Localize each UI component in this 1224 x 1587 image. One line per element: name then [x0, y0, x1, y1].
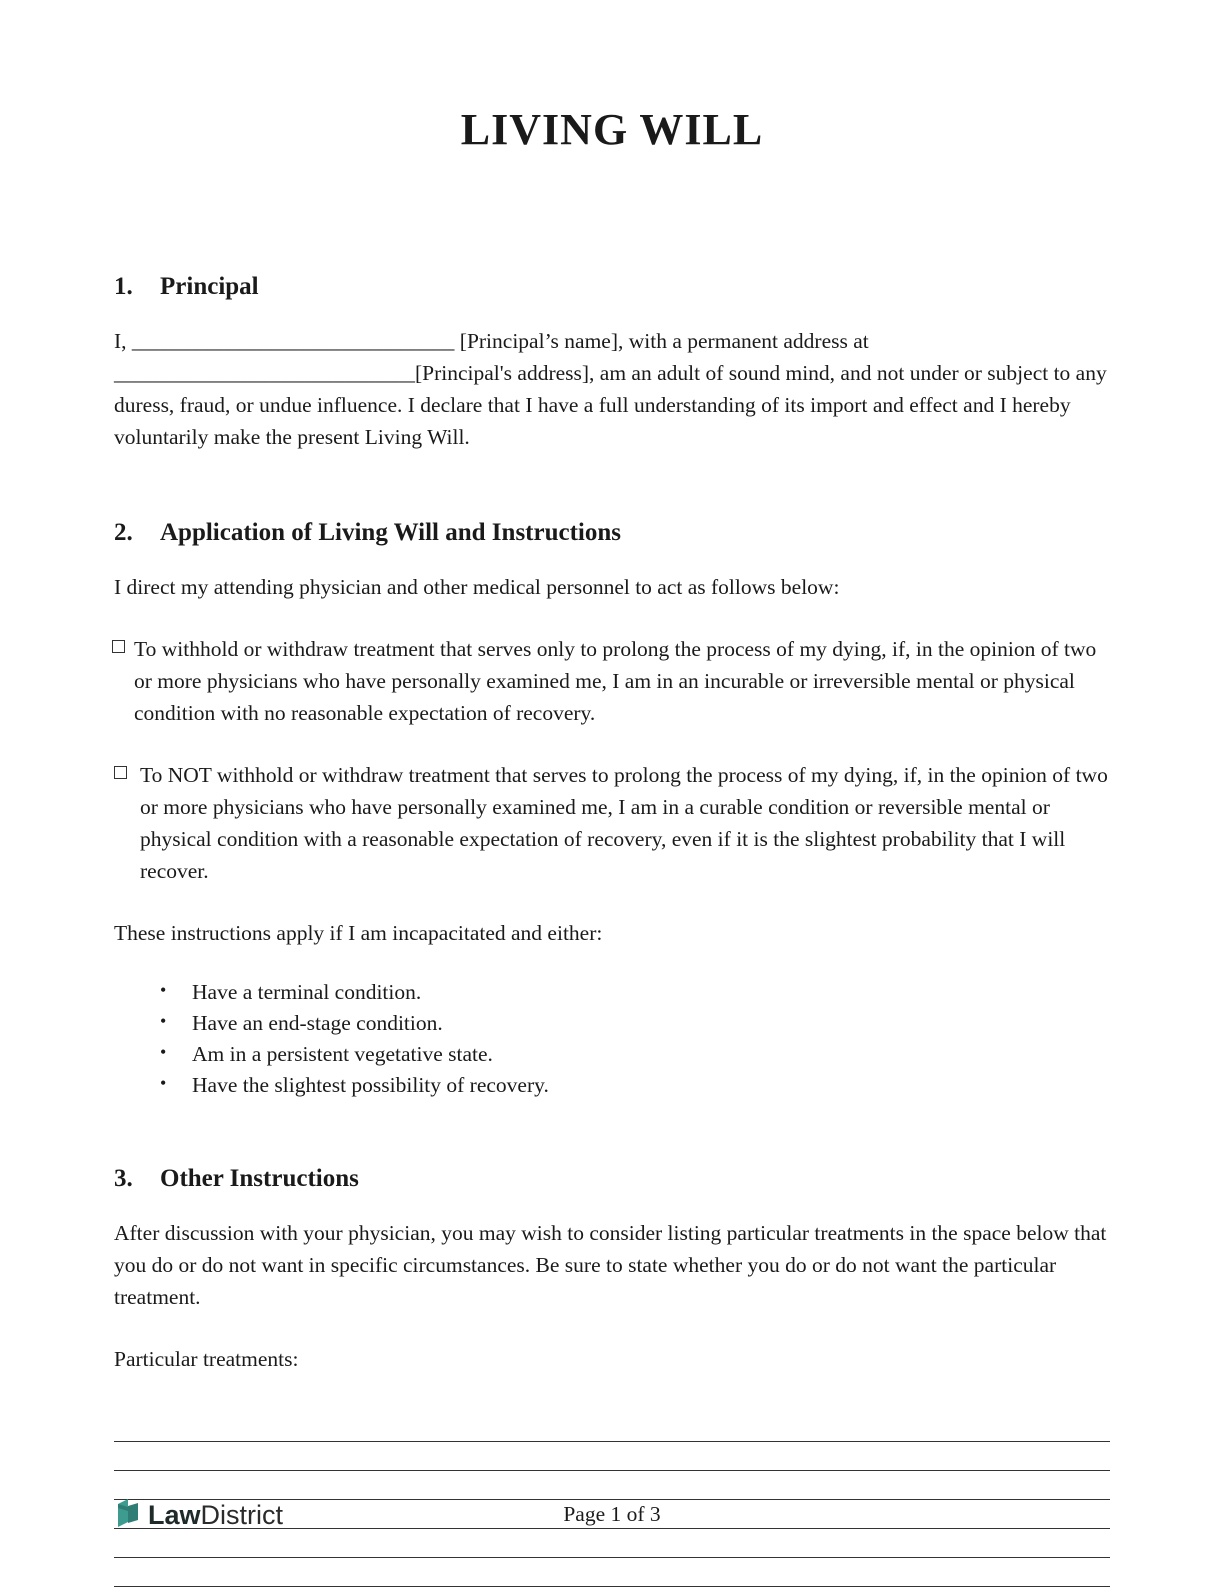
section-2-number: 2. [114, 519, 133, 546]
blank-line [114, 1558, 1110, 1587]
page-footer [0, 1496, 1224, 1536]
conditions-list [150, 977, 1110, 1101]
section-3-heading [114, 1165, 1110, 1193]
section-3-body: After discussion with your physician, you may wish to consider listing particular treatments in the space below that you do or do not want in specific circumstances. Be sure to state whether you do or do not want the particular treatment. [114, 1221, 1107, 1309]
blank-line [114, 1413, 1110, 1442]
condition-item-end-stage: • Have an end-stage condition. [150, 1008, 1110, 1039]
blank-line [114, 1442, 1110, 1471]
section-2-intro: I direct my attending physician and other medical personnel to act as follows below: [114, 575, 840, 599]
withhold-treatment-label: To withhold or withdraw treatment that serves only to prolong the process of my dying, if, in the opinion of two or more physicians who have personally examined me, I am in an incurable or irreversible mental or physical condition with no reasonable expectation of recovery. [134, 637, 1097, 725]
logo-law: Law [148, 1500, 201, 1530]
condition-item-terminal: • Have a terminal condition. [150, 977, 1110, 1008]
section-2-title: Application of Living Will and Instructions [160, 519, 621, 546]
withhold-treatment-option [114, 633, 1110, 729]
condition-item-vegetative: • Am in a persistent vegetative state. [150, 1039, 1110, 1070]
section-1-title: Principal [160, 273, 259, 300]
condition-item-recovery: • Have the slightest possibility of recovery. [150, 1070, 1110, 1101]
section-3-title: Other Instructions [160, 1165, 359, 1192]
not-withhold-treatment-option [114, 759, 1110, 887]
not-withhold-treatment-checkbox[interactable] [114, 766, 127, 779]
page-number: Page 1 of 3 [563, 1502, 661, 1526]
section-1-heading [114, 273, 1110, 301]
section-1-number: 1. [114, 273, 133, 300]
not-withhold-treatment-label: To NOT withhold or withdraw treatment that serves to prolong the process of my dying, if, in the opinion of two or more physicians who have personally examined me, I am in a curable condition or reversible mental or physical condition with a reasonable expectation of recovery, even if it is the slightest probability that I will recover. [140, 763, 1108, 883]
logo-district: District [200, 1500, 284, 1530]
section-2-heading [114, 519, 1110, 547]
particular-treatments-label: Particular treatments: [114, 1347, 299, 1371]
document-title: LIVING WILL [460, 105, 764, 154]
conditions-intro: These instructions apply if I am incapacitated and either: [114, 921, 603, 945]
withhold-treatment-checkbox[interactable] [112, 640, 125, 653]
section-1-body: I, ______________________________ [Principal’s name], with a permanent address at ____________________________[Principal's address], am an adult of sound mind, and not under or subject to any duress, fraud, or undue influence. I declare that I have a full understanding of its import and effect and I hereby voluntarily make the present Living Will. [114, 329, 1107, 449]
section-3-number: 3. [114, 1165, 133, 1192]
